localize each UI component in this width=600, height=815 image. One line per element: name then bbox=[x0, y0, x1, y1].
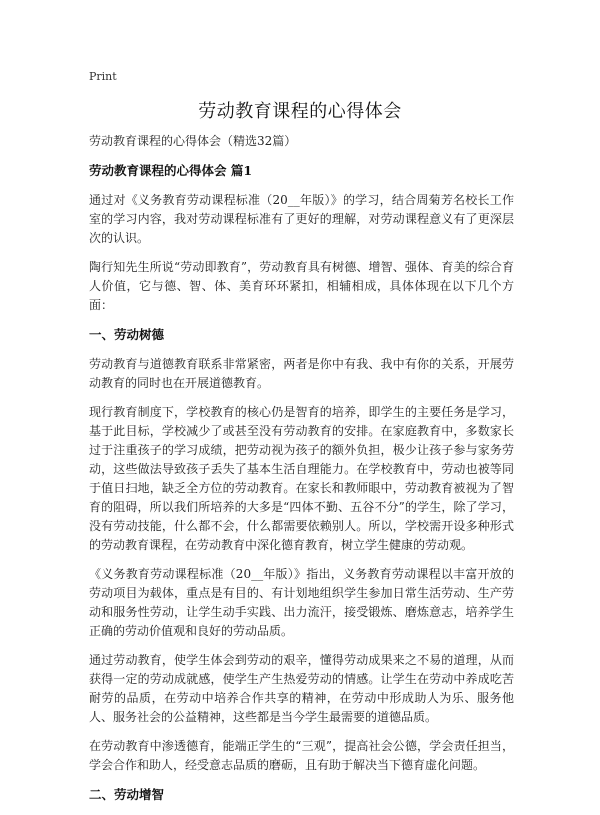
article-subtitle: 劳动教育课程的心得体会（精选32篇） bbox=[89, 134, 297, 148]
section-paragraph: 劳动教育与道德教育联系非常紧密，两者是你中有我、我中有你的关系，开展劳动教育的同时也在开展道德教育。 bbox=[89, 357, 514, 390]
article-heading: 劳动教育课程的心得体会 篇1 bbox=[89, 163, 253, 178]
section-paragraph: 在劳动教育中渗透德育，能端正学生的“三观”，提高社会公德，学会责任担当，学会合作和助人，经受意志品质的磨砺，且有助于解决当下德育虚化问题。 bbox=[89, 739, 514, 772]
section-paragraph: 现行教育制度下，学校教育的核心仍是智育的培养，即学生的主要任务是学习，基于此目标，学校减少了或甚至没有劳动教育的安排。在家庭教育中，多数家长过于注重孩子的学习成绩，把劳动视为孩子的额外负担，极少让孩子参与家务劳动，这些做法导致孩子丢失了基本生活自理能力。在学校教育中，劳动也被等同于值日扫地，缺乏全方位的劳动教育。在家长和教师眼中，劳动教育被视为了智育的阻碍，所以我们所培养的大多是“四体不勤、五谷不分”的学生，除了学习，没有劳动技能，什么都不会，什么都需要依赖别人。所以，学校需开设多种形式的劳动教育课程，在劳动教育中深化德育教育，树立学生健康的劳动观。 bbox=[89, 405, 514, 552]
intro-paragraph: 通过对《义务教育劳动课程标准（20__年版）》的学习，结合周菊芳名校长工作室的学习内容，我对劳动课程标准有了更好的理解，对劳动课程意义有了更深层次的认识。 bbox=[89, 193, 514, 245]
section-heading: 二、劳动增智 bbox=[89, 787, 165, 802]
article-body bbox=[89, 132, 514, 815]
section-paragraph: 《义务教育劳动课程标准（20__年版）》指出，义务教育劳动课程以丰富开放的劳动项目为载体，重点是有目的、有计划地组织学生参加日常生活劳动、生产劳动和服务性劳动，让学生动手实践、出力流汗，接受锻炼、磨炼意志，培养学生正确的劳动价值观和良好的劳动品质。 bbox=[89, 567, 514, 638]
intro-paragraph: 陶行知先生所说“劳动即教育”，劳动教育具有树德、增智、强体、育美的综合育人价值，它与德、智、体、美育环环紧扣，相辅相成，具体体现在以下几个方面： bbox=[89, 260, 514, 312]
print-link[interactable]: Print bbox=[89, 70, 117, 83]
section-heading: 一、劳动树德 bbox=[89, 327, 165, 342]
page-title: 劳动教育课程的心得体会 bbox=[198, 101, 402, 122]
section-paragraph: 通过劳动教育，使学生体会到劳动的艰辛，懂得劳动成果来之不易的道理，从而获得一定的劳动成就感，使学生产生热爱劳动的情感。让学生在劳动中养成吃苦耐劳的品质，在劳动中培养合作共享的精神，在劳动中形成助人为乐、服务他人、服务社会的公益精神，这些都是当今学生最需要的道德品质。 bbox=[89, 653, 514, 724]
